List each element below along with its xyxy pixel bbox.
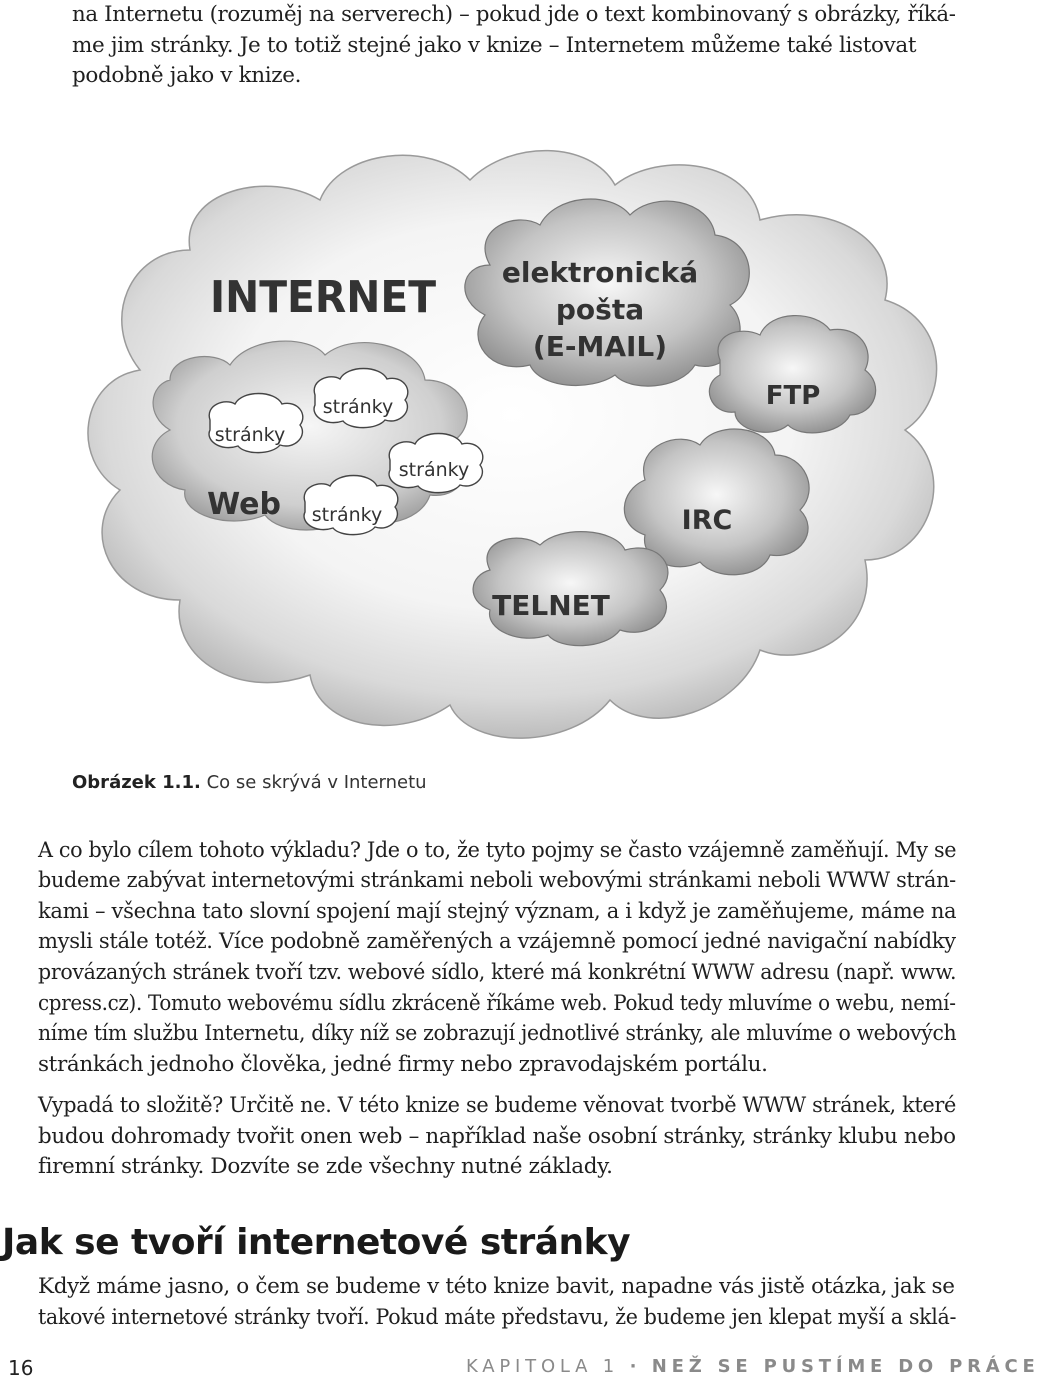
- text-line: mysli stále totéž. Více podobně zaměřených a vzájemně pomocí jedné navigační nabídky: [38, 929, 956, 954]
- page-number: 16: [8, 1356, 34, 1380]
- caption-number: Obrázek 1.1.: [72, 772, 201, 793]
- internet-cloud-diagram: [70, 130, 960, 770]
- text-line: níme tím službu Internetu, díky níž se zobrazují jednotlivé stránky, ale mluvíme o webových: [38, 1021, 957, 1046]
- text-line: kami – všechna tato slovní spojení mají stejný význam, a i když je zaměňujeme, máme na: [38, 899, 957, 924]
- email-label: elektronická: [501, 256, 699, 289]
- running-footer: [466, 1356, 1040, 1377]
- page-label: stránky: [214, 424, 286, 446]
- text-line: firemní stránky. Dozvíte se zde všechny nutné základy.: [38, 1154, 613, 1179]
- chapter-title: NEŽ SE PUSTÍME DO PRÁCE: [651, 1356, 1040, 1377]
- text-line: me jim stránky. Je to totiž stejné jako v knize – Internetem můžeme také listovat: [72, 33, 917, 58]
- text-line: takové internetové stránky tvoří. Pokud máte představu, že budeme jen klepat myší a sklá-: [38, 1305, 957, 1330]
- email-label: pošta: [555, 293, 645, 326]
- text-line: A co bylo cílem tohoto výkladu? Jde o to, že tyto pojmy se často vzájemně zaměňují. My se: [38, 838, 957, 863]
- figure-caption: [72, 772, 427, 793]
- text-line: cpress.cz). Tomuto webovému sídlu zkráceně říkáme web. Pokud tedy mluvíme o webu, nemí-: [38, 991, 956, 1016]
- web-label: Web: [207, 487, 281, 522]
- text-line: na Internetu (rozuměj na serverech) – pokud jde o text kombinovaný s obrázky, říká-: [72, 2, 956, 27]
- text-line: provázaných stránek tvoří tzv. webové sídlo, které má konkrétní WWW adresu (např. www.: [38, 960, 957, 985]
- email-label: (E-MAIL): [532, 330, 668, 363]
- internet-label: INTERNET: [210, 272, 436, 323]
- section-heading: Jak se tvoří internetové stránky: [2, 1222, 631, 1263]
- page-label: stránky: [311, 504, 383, 526]
- chapter-label: KAPITOLA 1: [466, 1356, 620, 1377]
- page-label: stránky: [398, 459, 470, 481]
- text-line: Když máme jasno, o čem se budeme v této knize bavit, napadne vás jistě otázka, jak se: [38, 1274, 955, 1299]
- ftp-label: FTP: [765, 381, 821, 411]
- text-line: budeme zabývat internetovými stránkami neboli webovými stránkami neboli WWW strán-: [38, 868, 956, 893]
- irc-label: IRC: [681, 505, 733, 536]
- text-line: budou dohromady tvořit onen web – například naše osobní stránky, stránky klubu nebo: [38, 1124, 956, 1149]
- telnet-label: TELNET: [492, 589, 610, 622]
- text-line: podobně jako v knize.: [72, 63, 302, 88]
- footer-separator: ·: [629, 1356, 642, 1377]
- page-label: stránky: [322, 396, 394, 418]
- text-line: stránkách jednoho člověka, jedné firmy nebo zpravodajském portálu.: [38, 1052, 768, 1077]
- caption-text: Co se skrývá v Internetu: [206, 772, 427, 793]
- text-line: Vypadá to složitě? Určitě ne. V této knize se budeme věnovat tvorbě WWW stránek, které: [38, 1093, 957, 1118]
